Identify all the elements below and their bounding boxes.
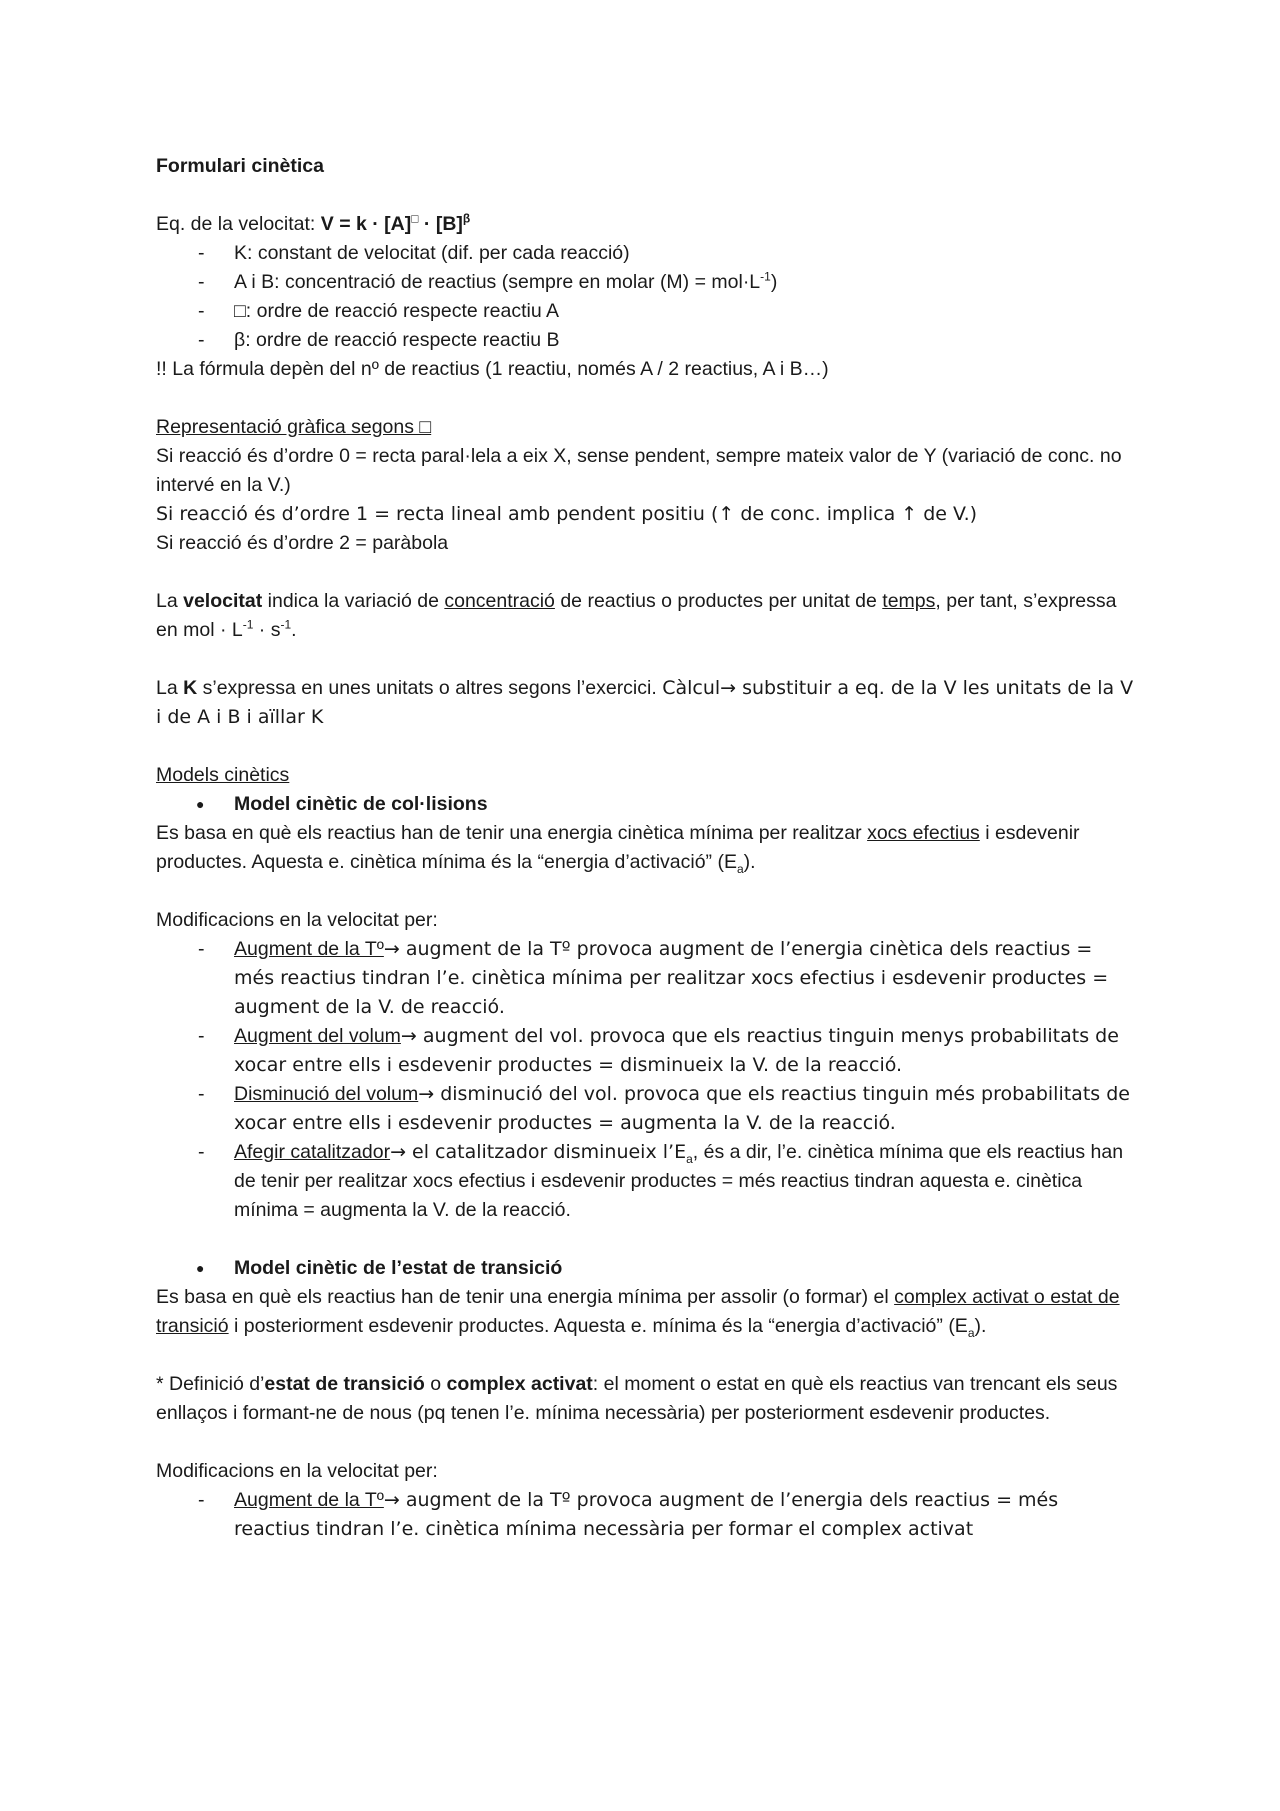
alpha-glyph: □ [411,211,419,226]
list-item: - Afegir catalitzador→ el catalitzador disminueix $l’E_a$, és a dir, l’e. cinètica mínima que els reactius han de tenir per realitzar xocs efectius i esdevenir productes = més reactius tindran aquesta e. cinètica mínima = augmenta la V. de la reacció. [156,1138,1136,1225]
modifications-heading-2: Modificacions en la velocitat per: [156,1460,438,1482]
list-item: - β: ordre de reacció respecte reactiu B [156,326,1136,355]
model-collisions-title: ● Model cinètic de col·lisions [156,790,1136,819]
definition-paragraph: * Definició d’estat de transició o complex activat: el moment o estat en què els reactius van trencant els seus enllaços i formant-ne de nous (pq tenen l’e. mínima necessària) per posteriorment esdevenir productes. [156,1373,1118,1424]
modifications-heading: Modificacions en la velocitat per: [156,909,438,931]
model-collisions-text: Es basa en què els reactius han de tenir una energia cinètica mínima per realitzar xocs efectius i esdevenir productes. Aquesta e. cinètica mínima és la “energia d’activació” $(E_a)$. [156,822,1080,876]
graph-line-order-1: Si reacció és d’ordre 1 = recta lineal amb pendent positiu (↑ de conc. implica ↑ de V.) [156,503,978,525]
section-heading-models: Models cinètics [156,764,290,786]
note: !! La fórmula depèn del nº de reactius (1 reactiu, només A / 2 reactius, A i B…) [156,358,829,380]
model-transition-title: ● Model cinètic de l’estat de transició [156,1254,1136,1283]
list-item: - K: constant de velocitat (dif. per cada reacció) [156,239,1136,268]
graph-line-order-0: Si reacció és d’ordre 0 = recta paral·lela a eix X, sense pendent, sempre mateix valor de Y (variació de conc. no intervé en la V.) [156,445,1122,496]
list-item: - Augment de la Tº→ augment de la Tº provoca augment de l’energia dels reactius = més reactius tindran l’e. cinètica mínima necessària per formar el complex activat [156,1486,1136,1544]
document-body [156,152,1136,1544]
k-paragraph: La K s’expressa en unes unitats o altres segons l’exercici. Càlcul→ substituir a eq. de la V les unitats de la V i de A i B i aïllar K [156,677,1134,728]
document-title: Formulari cinètica [156,155,324,177]
beta-exponent: β [462,211,471,226]
list-item: - Disminució del volum→ disminució del vol. provoca que els reactius tinguin més probabilitats de xocar entre ells i esdevenir productes = augmenta la V. de la reacció. [156,1080,1136,1138]
list-item: - □: ordre de reacció respecte reactiu A [156,297,1136,326]
list-item: - Augment de la Tº→ augment de la Tº provoca augment de l’energia cinètica dels reactius = més reactius tindran l’e. cinètica mínima per realitzar xocs efectius i esdevenir productes = augment de la V. de reacció. [156,935,1136,1022]
list-item: - Augment del volum→ augment del vol. provoca que els reactius tinguin menys probabilitats de xocar entre ells i esdevenir productes = disminueix la V. de la reacció. [156,1022,1136,1080]
section-heading-graph: Representació gràfica segons □ [156,416,432,438]
graph-line-order-2: Si reacció és d’ordre 2 = paràbola [156,532,449,554]
list-item: - A i B: concentració de reactius (sempre en molar $(M) = mol\cdot L^{-1}$) [156,268,1136,297]
velocity-equation: Eq. de la velocitat: $V = k \cdot [A]^□ \cdot [B]^\beta$ [156,211,471,235]
velocity-paragraph: La velocitat indica la variació de concentració de reactius o productes per unitat de temps, per tant, s’expressa en mol · $L^{-1} \cdot s^{-1}$. [156,590,1117,641]
equation-formula: $V = k \cdot [A]^□ \cdot [B]^\beta$ [320,211,471,235]
model-transition-text: Es basa en què els reactius han de tenir una energia mínima per assolir (o formar) el complex activat o estat de transició i posteriorment esdevenir productes. Aquesta e. mínima és la “energia d’activació” $(E_a)$. [156,1286,1120,1340]
